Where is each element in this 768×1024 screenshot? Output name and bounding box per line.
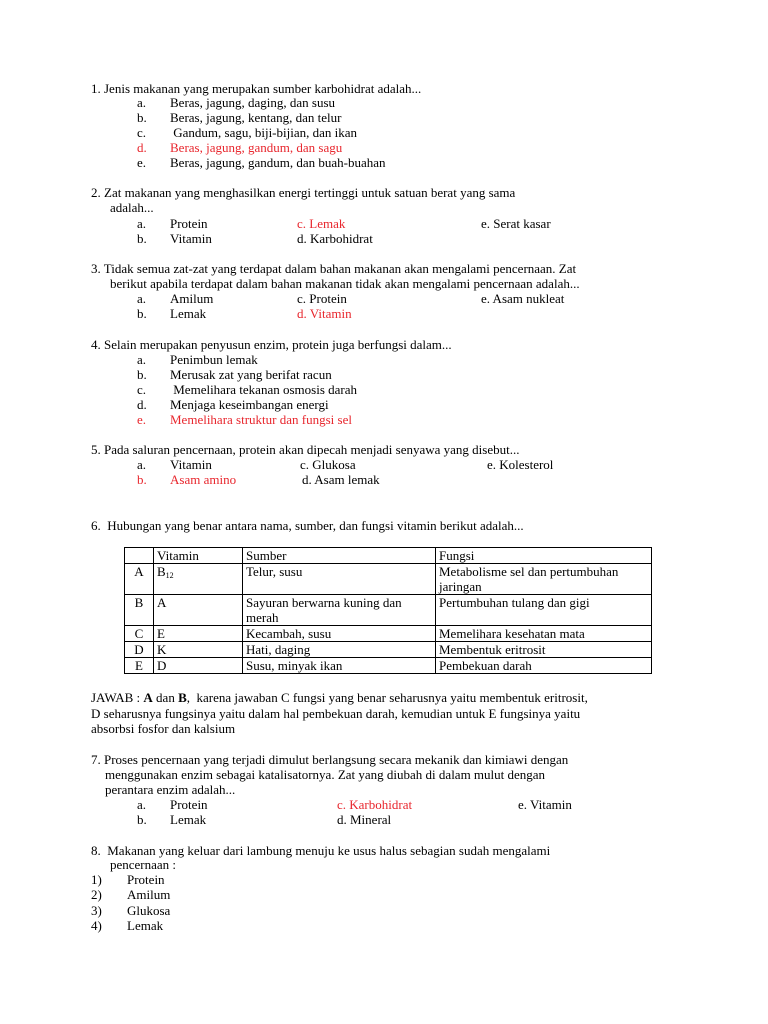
q7-option-b: Lemak xyxy=(170,812,207,827)
q5-question: 5. Pada saluran pencernaan, protein akan dipecah menjadi senyawa yang disebut... xyxy=(91,442,520,457)
table-cell-key: E xyxy=(125,658,154,674)
q4-option-c: Memelihara tekanan osmosis darah xyxy=(170,382,357,397)
q7-option-e: e. Vitamin xyxy=(518,797,572,812)
q2-option-a-letter: a. xyxy=(137,216,147,231)
q2-question-line1: 2. Zat makanan yang menghasilkan energi tertinggi untuk satuan berat yang sama xyxy=(91,185,516,200)
q7-option-b-letter: b. xyxy=(137,812,147,827)
q4-option-a: Penimbun lemak xyxy=(170,352,258,367)
q3-question-line2: berikut apabila terdapat dalam bahan makanan tidak akan mengalami pencernaan adalah... xyxy=(110,276,580,291)
table-cell-key: C xyxy=(125,626,154,642)
table-cell-sumber: Hati, daging xyxy=(243,642,436,658)
answer-choice-b: B xyxy=(178,690,187,705)
q1-option-b: Beras, jagung, kentang, dan telur xyxy=(170,110,342,125)
table-header-sumber: Sumber xyxy=(243,548,436,564)
q8-item-4: Lemak xyxy=(127,918,164,933)
q5-option-e: e. Kolesterol xyxy=(487,457,554,472)
q5-option-d: d. Asam lemak xyxy=(302,472,380,487)
q7-question-line2: menggunakan enzim sebagai katalisatornya. Zat yang diubah di dalam mulut dengan xyxy=(105,767,546,782)
q8-item-3: Glukosa xyxy=(127,903,171,918)
q5-option-a-letter: a. xyxy=(137,457,147,472)
q4-option-d-letter: d. xyxy=(137,397,147,412)
answer-choice-a: A xyxy=(143,690,153,705)
q4-option-b: Merusak zat yang berifat racun xyxy=(170,367,332,382)
q4-option-a-letter: a. xyxy=(137,352,147,367)
q1-option-c: Gandum, sagu, biji-bijian, dan ikan xyxy=(170,125,358,140)
q1-option-d-letter: d. xyxy=(137,140,147,155)
q7-question-line3: perantara enzim adalah... xyxy=(105,782,236,797)
table-cell-sumber: Susu, minyak ikan xyxy=(243,658,436,674)
table-header-vitamin: Vitamin xyxy=(154,548,243,564)
table-cell-vitamin: K xyxy=(154,642,243,658)
q1-question: 1. Jenis makanan yang merupakan sumber karbohidrat adalah... xyxy=(91,81,422,96)
table-cell-fungsi: Pertumbuhan tulang dan gigi xyxy=(436,595,652,626)
q6-answer-line2: D seharusnya fungsinya yaitu dalam hal pembekuan darah, kemudian untuk E fungsinya yaitu xyxy=(91,706,581,721)
q7-question-line1: 7. Proses pencernaan yang terjadi dimulut berlangsung secara mekanik dan kimiawi dengan xyxy=(91,752,569,767)
q3-option-b: Lemak xyxy=(170,306,207,321)
q4-option-c-letter: c. xyxy=(137,382,147,397)
table-cell-vitamin: D xyxy=(154,658,243,674)
answer-dan: dan xyxy=(152,690,179,705)
table-cell-fungsi: Membentuk eritrosit xyxy=(436,642,652,658)
q8-question-line1: 8. Makanan yang keluar dari lambung menuju ke usus halus sebagian sudah mengalami xyxy=(91,843,551,858)
q7-option-d: d. Mineral xyxy=(337,812,392,827)
q8-item-3-num: 3) xyxy=(91,903,102,918)
vitamin-subscript: 12 xyxy=(165,571,174,580)
table-cell-vitamin xyxy=(154,564,243,595)
table-row xyxy=(125,642,652,658)
q4-question: 4. Selain merupakan penyusun enzim, protein juga berfungsi dalam... xyxy=(91,337,452,352)
vitamin-name: B xyxy=(157,564,166,579)
q5-option-b-answer: Asam amino xyxy=(170,472,237,487)
vitamin-table xyxy=(124,547,652,674)
q8-item-1: Protein xyxy=(127,872,165,887)
q7-option-c-answer: c. Karbohidrat xyxy=(337,797,413,812)
q3-option-a-letter: a. xyxy=(137,291,147,306)
q1-option-e: Beras, jagung, gandum, dan buah-buahan xyxy=(170,155,386,170)
q2-option-a: Protein xyxy=(170,216,208,231)
q2-option-b-letter: b. xyxy=(137,231,147,246)
q4-option-e-answer: Memelihara struktur dan fungsi sel xyxy=(170,412,352,427)
table-row xyxy=(125,626,652,642)
table-cell-key: B xyxy=(125,595,154,626)
q8-question-line2: pencernaan : xyxy=(110,857,177,872)
table-header-row xyxy=(125,548,652,564)
q2-option-d: d. Karbohidrat xyxy=(297,231,373,246)
q7-option-a-letter: a. xyxy=(137,797,147,812)
q4-option-d: Menjaga keseimbangan energi xyxy=(170,397,329,412)
q3-option-d-answer: d. Vitamin xyxy=(297,306,352,321)
table-cell-sumber: Sayuran berwarna kuning dan merah xyxy=(243,595,436,626)
table-header-key xyxy=(125,548,154,564)
q2-option-e: e. Serat kasar xyxy=(481,216,551,231)
answer-prefix: JAWAB : xyxy=(91,690,144,705)
q2-question-line2: adalah... xyxy=(110,200,154,215)
table-cell-fungsi: Metabolisme sel dan pertumbuhan jaringan xyxy=(436,564,652,595)
q4-option-b-letter: b. xyxy=(137,367,147,382)
table-cell-sumber: Kecambah, susu xyxy=(243,626,436,642)
q7-option-a: Protein xyxy=(170,797,208,812)
q3-question-line1: 3. Tidak semua zat-zat yang terdapat dalam bahan makanan akan mengalami pencernaan. Zat xyxy=(91,261,577,276)
q2-option-c-answer: c. Lemak xyxy=(297,216,346,231)
q6-answer-line1 xyxy=(91,690,588,705)
q8-item-1-num: 1) xyxy=(91,872,102,887)
table-cell-key: D xyxy=(125,642,154,658)
q2-option-b: Vitamin xyxy=(170,231,212,246)
q1-option-b-letter: b. xyxy=(137,110,147,125)
q8-item-2: Amilum xyxy=(127,887,171,902)
table-row xyxy=(125,658,652,674)
q3-option-c: c. Protein xyxy=(297,291,347,306)
q5-option-a: Vitamin xyxy=(170,457,212,472)
answer-reason: , karena jawaban C fungsi yang benar seharusnya yaitu membentuk eritrosit, xyxy=(186,690,588,705)
table-cell-vitamin: A xyxy=(154,595,243,626)
q6-question: 6. Hubungan yang benar antara nama, sumber, dan fungsi vitamin berikut adalah... xyxy=(91,518,524,533)
table-cell-fungsi: Pembekuan darah xyxy=(436,658,652,674)
table-row xyxy=(125,564,652,595)
q1-option-d-answer: Beras, jagung, gandum, dan sagu xyxy=(170,140,343,155)
q5-option-c: c. Glukosa xyxy=(300,457,356,472)
table-cell-key: A xyxy=(125,564,154,595)
table-cell-vitamin: E xyxy=(154,626,243,642)
q1-option-c-letter: c. xyxy=(137,125,147,140)
q8-item-2-num: 2) xyxy=(91,887,102,902)
q8-item-4-num: 4) xyxy=(91,918,102,933)
q5-option-b-letter: b. xyxy=(137,472,147,487)
q3-option-e: e. Asam nukleat xyxy=(481,291,565,306)
q1-option-a-letter: a. xyxy=(137,95,147,110)
q6-answer-line3: absorbsi fosfor dan kalsium xyxy=(91,721,236,736)
table-cell-sumber: Telur, susu xyxy=(243,564,436,595)
table-header-fungsi: Fungsi xyxy=(436,548,652,564)
table-cell-fungsi: Memelihara kesehatan mata xyxy=(436,626,652,642)
q4-option-e-letter: e. xyxy=(137,412,147,427)
q3-option-b-letter: b. xyxy=(137,306,147,321)
q3-option-a: Amilum xyxy=(170,291,214,306)
q1-option-e-letter: e. xyxy=(137,155,147,170)
table-row xyxy=(125,595,652,626)
q1-option-a: Beras, jagung, daging, dan susu xyxy=(170,95,336,110)
